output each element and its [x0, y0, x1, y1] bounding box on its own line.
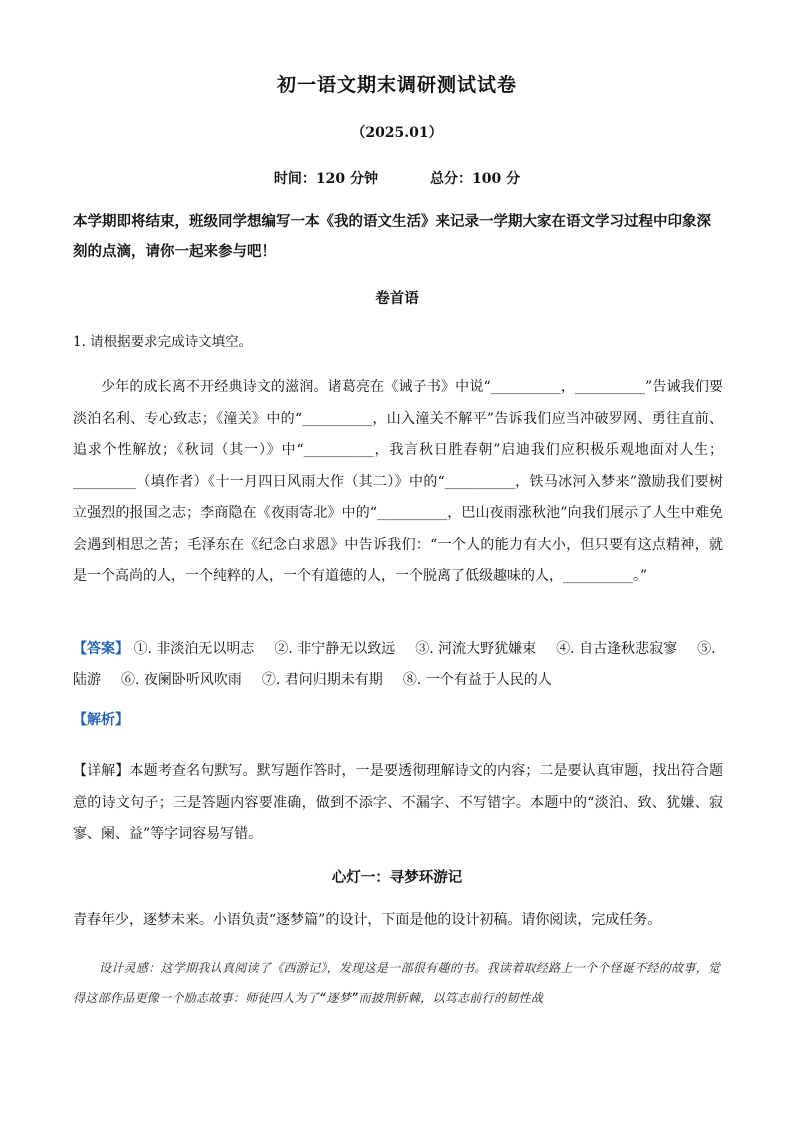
answer-item: ①. 非淡泊无以明志 [133, 641, 255, 657]
section-heading-heart-lamp: 心灯一：寻梦环游记 [331, 869, 463, 886]
answer-item: ⑦. 君问归期未有期 [261, 672, 383, 688]
answer-block [73, 634, 733, 696]
task-intro: 青春年少，逐梦未来。小语负责“逐梦篇”的设计，下面是他的设计初稿。请你阅读，完成任务。 [73, 912, 662, 928]
answer-item: ⑤. 陆游 [73, 641, 716, 688]
section-heading-preface: 卷首语 [375, 290, 419, 307]
answer-item: ②. 非宁静无以致远 [274, 641, 396, 657]
answer-item: ③. 河流大野犹嫌束 [415, 641, 537, 657]
page-title: 初一语文期末调研测试试卷 [276, 74, 517, 96]
score-label: 总分：100 分 [430, 171, 521, 187]
analysis-label: 【解析】 [73, 712, 129, 728]
answer-item: ⑥. 夜阑卧听风吹雨 [121, 672, 242, 688]
detail-text: 本题考查名句默写。默写题作答时，一是要透彻理解诗文的内容；二是要认真审题，找出符合题意的诗文句子；三是答题内容要准确，做到不添字、不漏字、不写错字。本题中的“淡泊、致、犹嫌、寂寥、阑、益”等字词容易写错。 [73, 763, 724, 842]
question-1-passage: 少年的成长离不开经典诗文的滋润。诸葛亮在《诫子书》中说“__________，__________”告诫我们要淡泊名利、专心致志；《潼关》中的“__________，山入潼关不解平”告诉我们应当冲破罗网、勇往直前、追求个性解放；《秋词（其一）》中“__________，我言秋日胜春朝”启迪我们应积极乐观地面对人生；_________（填作者）《十一月四日风雨大作（其二）》中的“__________，铁马冰河入梦来”激励我们要树立强烈的报国之志；李商隐在《夜雨寄北》中的“__________，巴山夜雨涨秋池”向我们展示了人生中难免会遇到相思之苦；毛泽东在《纪念白求恩》中告诉我们：“一个人的能力有大小，但只要有这点精神，就是一个高尚的人，一个纯粹的人，一个有道德的人，一个脱离了低级趣味的人，__________。” [73, 379, 723, 584]
exam-meta [0, 168, 794, 188]
design-draft-text: 设计灵感：这学期我认真阅读了《西游记》，发现这是一部很有趣的书。我读着取经路上一个个怪诞不经的故事，觉得这部作品更像一个励志故事：师徒四人为了“逐梦”而披荆斩棘，以笃志前行的韧性战 [73, 961, 721, 1005]
detail-block [73, 756, 723, 851]
detail-label: 【详解】 [73, 763, 130, 779]
intro-text: 本学期即将结束，班级同学想编写一本《我的语文生活》来记录一学期大家在语文学习过程中印象深刻的点滴，请你一起来参与吧！ [73, 213, 711, 260]
question-1: 1. 请根据要求完成诗文填空。 [73, 334, 253, 350]
answer-item: ⑧. 一个有益于人民的人 [402, 672, 552, 688]
answer-item: ④. 自古逢秋悲寂寥 [556, 641, 678, 657]
answer-label: 【答案】 [73, 641, 129, 657]
exam-date: （2025.01） [351, 125, 443, 141]
answer-list [73, 641, 716, 688]
time-label: 时间：120 分钟 [273, 171, 378, 187]
